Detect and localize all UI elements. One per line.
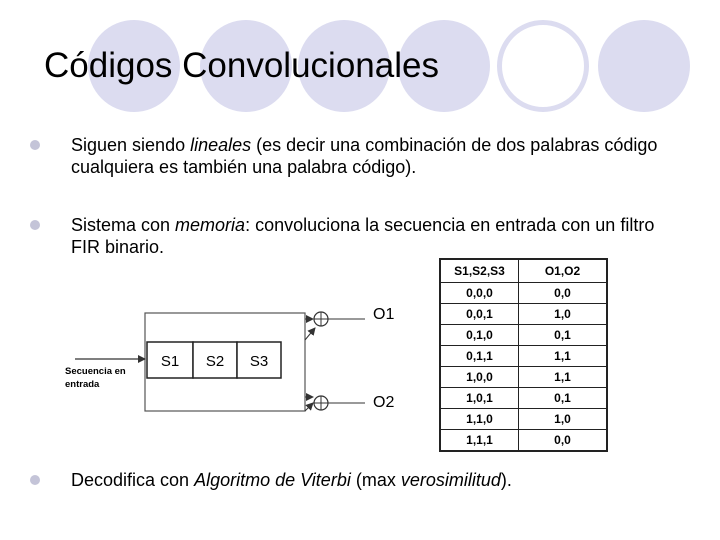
table-row bbox=[440, 388, 607, 409]
table-cell: 0,0,0 bbox=[440, 283, 519, 304]
table-row bbox=[440, 409, 607, 430]
bullet-text bbox=[71, 469, 680, 491]
slide-title: Códigos Convolucionales bbox=[44, 46, 439, 85]
table-row bbox=[440, 304, 607, 325]
bullet-2 bbox=[30, 214, 680, 260]
table-header-row bbox=[440, 259, 607, 283]
table-header-output: O1,O2 bbox=[519, 259, 608, 283]
encoder-diagram bbox=[55, 290, 415, 430]
output-label-o2: O2 bbox=[373, 394, 395, 411]
bullet-dot bbox=[30, 475, 40, 485]
table-cell: 1,0,1 bbox=[440, 388, 519, 409]
decor-circle-5 bbox=[497, 20, 589, 112]
register-s1-label: S1 bbox=[160, 353, 180, 370]
table-cell: 1,1 bbox=[519, 346, 608, 367]
bullet-text-part: Sistema con bbox=[71, 215, 176, 235]
register-s3-label: S3 bbox=[249, 353, 269, 370]
truth-table bbox=[439, 258, 608, 452]
table-header-input: S1,S2,S3 bbox=[440, 259, 519, 283]
bullet-text-emph: Algoritmo de Viterbi bbox=[194, 470, 351, 490]
bullet-dot bbox=[30, 220, 40, 230]
bullet-3 bbox=[30, 469, 680, 493]
decor-circle-6 bbox=[598, 20, 690, 112]
table-row bbox=[440, 367, 607, 388]
table-cell: 0,1,1 bbox=[440, 346, 519, 367]
table-cell: 0,1 bbox=[519, 325, 608, 346]
table-cell: 1,1 bbox=[519, 367, 608, 388]
bullet-dot bbox=[30, 140, 40, 150]
bullet-text-emph: memoria bbox=[175, 215, 246, 235]
table-cell: 0,1,0 bbox=[440, 325, 519, 346]
bullet-1 bbox=[30, 134, 680, 180]
table-cell: 1,0,0 bbox=[440, 367, 519, 388]
table-row bbox=[440, 346, 607, 367]
table-cell: 1,0 bbox=[519, 304, 608, 325]
table-cell: 1,1,0 bbox=[440, 409, 519, 430]
table-cell: 0,0 bbox=[519, 283, 608, 304]
bullet-text-emph: verosimilitud bbox=[400, 470, 501, 490]
bullet-text-part: ). bbox=[500, 470, 512, 490]
table-cell: 1,1,1 bbox=[440, 430, 519, 452]
table-row bbox=[440, 325, 607, 346]
output-label-o1: O1 bbox=[373, 306, 395, 323]
bullet-text-part: (max bbox=[350, 470, 401, 490]
input-label-line1: Secuencia en bbox=[65, 366, 126, 377]
table-cell: 0,1 bbox=[519, 388, 608, 409]
table-cell: 0,0,1 bbox=[440, 304, 519, 325]
bullet-text-part: Siguen siendo bbox=[71, 135, 191, 155]
table-row bbox=[440, 283, 607, 304]
tap-top-2 bbox=[305, 328, 315, 340]
bullet-text-emph: lineales bbox=[190, 135, 252, 155]
bullet-text bbox=[71, 134, 680, 178]
register-s2-label: S2 bbox=[205, 353, 225, 370]
bullet-text bbox=[71, 214, 680, 258]
table-cell: 0,0 bbox=[519, 430, 608, 452]
bullet-text-part: : convoluciona la secuencia en entrada con un filtro FIR binario. bbox=[71, 215, 655, 257]
input-label-line2: entrada bbox=[65, 379, 100, 390]
table-cell: 1,0 bbox=[519, 409, 608, 430]
bullet-text-part: (es decir una combinación de dos palabras código cualquiera es también una palabra código). bbox=[71, 135, 658, 177]
bullet-text-part: Decodifica con bbox=[71, 470, 195, 490]
table-row bbox=[440, 430, 607, 452]
tap-bottom-2 bbox=[305, 403, 313, 411]
